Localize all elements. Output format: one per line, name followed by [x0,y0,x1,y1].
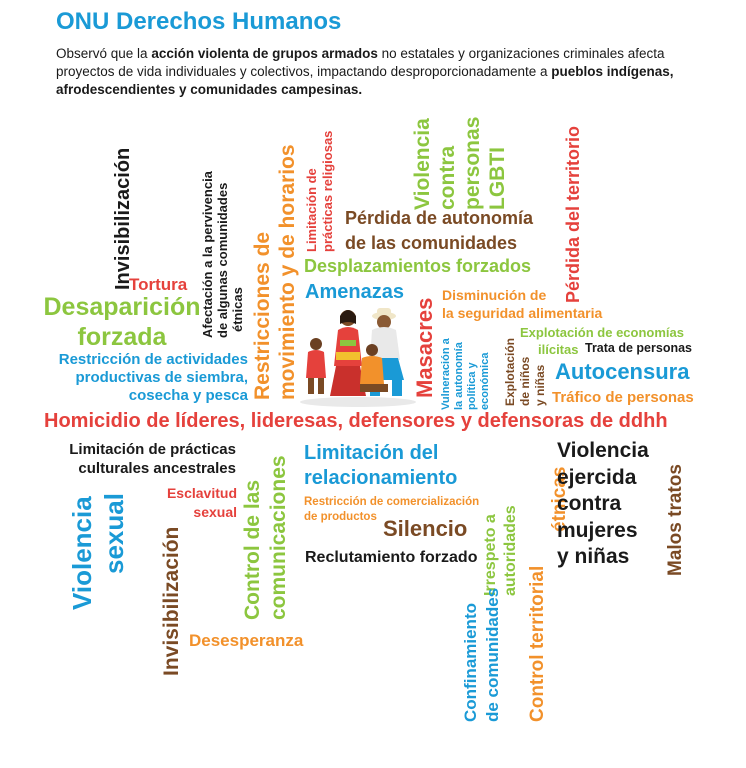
word-afectacion-pervivencia [200,171,245,338]
community-family-illustration [296,300,420,408]
word-restriccion-siembra [44,351,248,405]
word-restricciones-movimiento [250,144,300,400]
word-line: sexual [99,493,129,574]
word-invisibilizacion-bottom [160,527,183,676]
word-line: Limitación de prácticas [69,441,236,458]
word-line: ilícitas [538,342,579,357]
word-line: culturales ancestrales [78,460,236,477]
word-violencia-lgbti [410,117,510,210]
word-line: de niños [518,356,532,406]
word-reclutamiento-forzado: Reclutamiento forzado [305,549,478,566]
word-line: Afectación a la pervivencia [200,171,215,338]
word-line: personas [461,116,484,210]
word-line: Malos tratos [665,464,686,576]
word-line: cosecha y pesca [128,387,248,404]
word-line: forzada [77,323,167,351]
word-trata-personas: Trata de personas [585,341,692,355]
word-line: étnicas [549,466,570,532]
word-esclavitud-sexual [155,484,237,522]
word-perdida-autonomia [345,206,533,256]
word-vulneracion-autonomia [440,338,492,410]
word-line: económica [479,352,491,410]
word-line: étnicas [230,287,245,332]
word-desesperanza: Desesperanza [189,631,304,650]
word-line: y niñas [557,545,630,568]
intro-text-2: no estatales y organizaciones criminales afecta proyectos de vida individuales y colectivos, impactando desproporcionadamente a [56,46,665,79]
word-line: Control territorial [527,565,548,722]
intro-text-1: Observó que la [56,46,152,61]
word-line: Desaparición [43,293,201,321]
word-homicidio-lideres: Homicidio de líderes, lideresas, defensores y defensoras de ddhh [44,410,668,432]
word-line: Invisibilización [112,147,134,290]
word-limitacion-practicas-religiosas [304,131,336,252]
word-silencio: Silencio [383,516,468,541]
word-irrespeto-autoridades [481,505,521,596]
word-violencia-sexual [66,493,130,610]
word-line: prácticas religiosas [320,130,335,252]
word-line: movimiento y de horarios [276,144,299,400]
word-line: Pérdida del territorio [563,125,583,303]
word-invisibilizacion-top [112,148,134,290]
word-line: Restricción de comercialización [304,496,480,508]
word-line: Invisibilización [160,526,183,676]
page-title: ONU Derechos Humanos [56,8,342,35]
word-line: Violencia [411,118,434,210]
word-line: productivas de siembra, [75,369,248,386]
intro-bold-2: pueblos indígenas, afrodescendientes y comunidades campesinas. [56,64,674,97]
word-line: Violencia [557,439,649,462]
word-line: Masacres [412,297,437,398]
word-line: contra [557,492,622,515]
word-line: Restricciones de [251,231,274,400]
word-line: la seguridad alimentaria [442,305,603,321]
word-confinamiento-comunidades [460,588,504,722]
word-line: de productos [304,511,377,523]
intro-paragraph [56,45,726,99]
word-trafico-personas: Tráfico de personas [552,389,694,406]
word-autocensura: Autocensura [555,359,690,384]
word-line: de las comunidades [345,233,518,253]
word-line: relacionamiento [304,467,458,489]
word-limitacion-practicas-culturales [44,440,236,478]
word-line: contra [436,145,459,210]
word-line: ejercida [557,465,637,489]
word-line: Esclavitud [166,485,237,501]
word-line: la autonomía [453,342,465,410]
word-line: Vulneración a [440,338,452,410]
word-line: Disminución de [442,287,547,303]
word-desplazamientos-forzados: Desplazamientos forzados [304,256,532,276]
word-line: Limitación de [304,168,319,252]
word-line: Limitación del [304,442,439,464]
word-line: Confinamiento [461,603,480,722]
word-line: política y [466,362,478,410]
word-limitacion-relacionamiento [304,441,457,491]
word-violencia-mujeres-ninas [557,438,649,571]
word-line: Pérdida de autonomía [345,208,534,228]
word-amenazas: Amenazas [305,281,404,303]
word-line: y niñas [533,364,547,406]
word-line: de comunidades [483,587,502,722]
word-line: Irrespeto a [482,514,499,596]
word-disminucion-seguridad-alimentaria [442,286,602,322]
word-line: autoridades [502,505,519,596]
word-control-comunicaciones [240,455,292,620]
word-line: mujeres [557,518,638,542]
word-line: Explotación de economías [520,325,684,340]
word-line: comunicaciones [267,455,290,620]
word-line: sexual [193,504,237,520]
word-line: Explotación [503,337,517,406]
intro-bold-1: acción violenta de grupos armados [151,46,378,61]
word-desaparicion-forzada [42,292,202,352]
word-line: Restricción de actividades [58,351,248,368]
word-tortura: Tortura [129,275,188,294]
word-line: de algunas comunidades [215,182,230,338]
word-perdida-territorio [564,126,584,303]
word-line: Control de las [241,479,264,620]
word-line: Violencia [67,496,97,610]
word-malos-tratos [666,464,687,576]
word-line: LGBTI [486,147,509,210]
